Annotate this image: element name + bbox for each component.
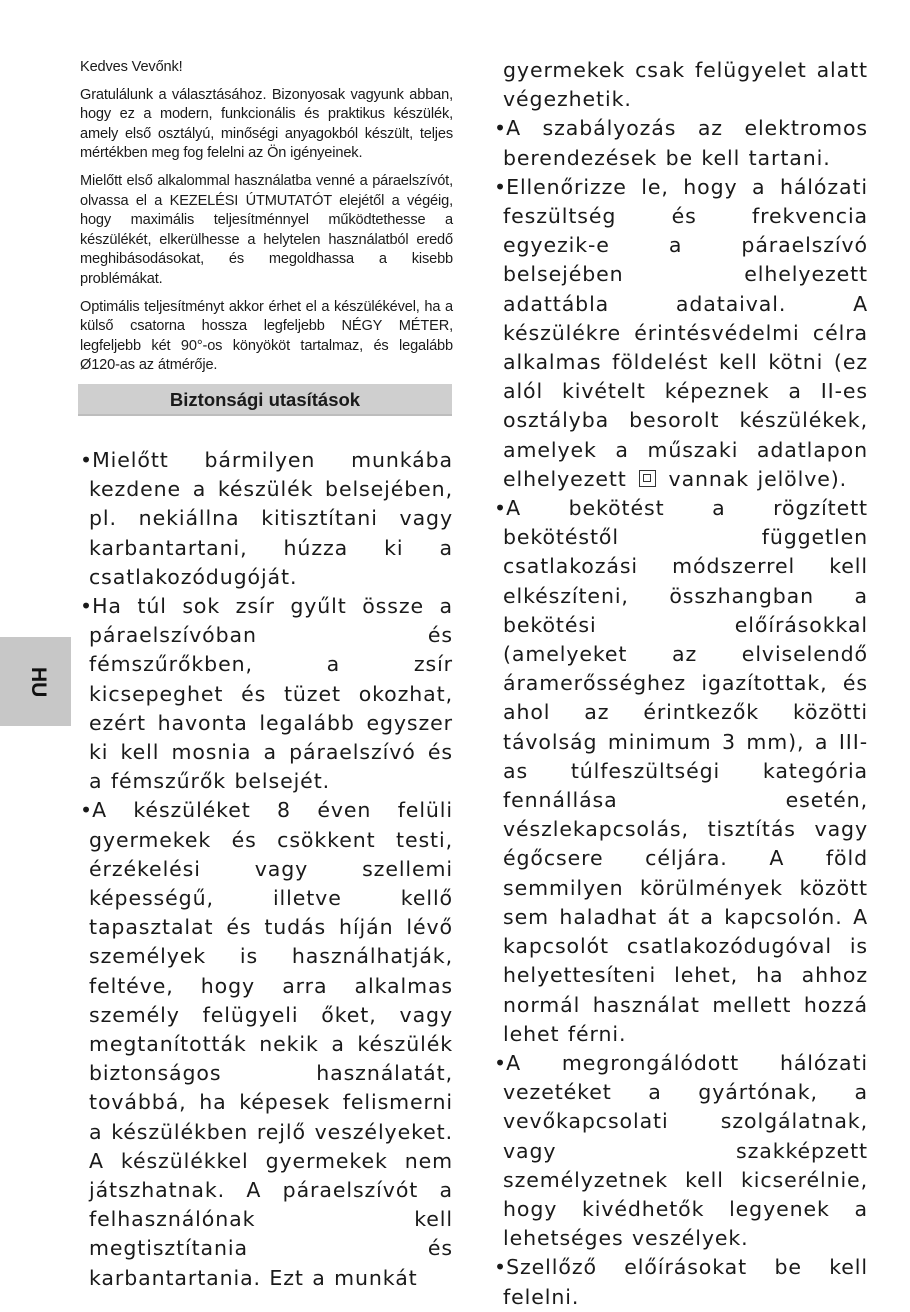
list-item: •A készüléket 8 éven felüli gyermekek és csökkent testi, érzékelési vagy szellemi képességű, illetve kellő tapasztalat és tudás híján lévő személyek is használhatják, feltéve, hogy arra alkalmas személy felügyeli őket, vagy megtanították nekik a készülék biztonságos használatát, továbbá, ha képesek felismerni a készülékben rejlő veszélyeket. A készülékkel gyermekek nem játszhatnak. A páraelszívót a felhasználónak kell megtisztítania és karbantartania. Ezt a munkát xyxy=(80,798,453,1290)
intro-paragraph: Mielőtt első alkalommal használatba venné a páraelszívót, olvassa el a KEZELÉSI ÚTMUTATÓT elejétől a végéig, hogy maximális teljesítménnyel működtethesse a készülékét, elkerülhesse a helytelen használatból eredő meghibásodásokat, és megoldhassa a kisebb problémákat. xyxy=(80,172,453,287)
bullet-dot: • xyxy=(494,496,507,521)
bullet-dot: • xyxy=(80,798,93,823)
list-item: •Szellőző előírásokat be kell felelni. xyxy=(494,1255,868,1309)
bullet-dot: • xyxy=(80,447,93,472)
bullet-dot: • xyxy=(494,116,507,141)
left-column xyxy=(80,58,453,1293)
language-tab xyxy=(0,637,71,726)
safety-list-right xyxy=(494,114,868,1311)
list-item: •Mielőtt bármilyen munkába kezdene a készülék belsejében, pl. nekiállna kitisztítani vagy karbantartani, húzza ki a csatlakozódugóját. xyxy=(80,447,453,589)
list-item: •A szabályozás az elektromos berendezések be kell tartani. xyxy=(494,116,868,170)
safety-list-left xyxy=(80,446,453,1293)
bullet-dot: • xyxy=(80,593,93,618)
list-item: •Ha túl sok zsír gyűlt össze a páraelszívóban és fémszűrőkben, a zsír kicsepeghet és tüzet okozhat, ezért havonta legalább egyszer ki kell mosnia a páraelszívó és a fémszűrők belsejét. xyxy=(80,593,453,794)
list-item: •A bekötést a rögzített bekötéstől független csatlakozási módszerrel kell elkészíteni, összhangban a bekötési előírásokkal (amelyeket az elviselendő áramerősséghez igazítottak, és ahol az érintkezők közötti távolság minimum 3 mm), a III-as túlfeszültségi kategória fennállása esetén, vészlekapcsolás, tisztítás vagy égőcsere céljára. A föld semmilyen körülmények között sem haladhat át a kapcsolón. A kapcsolót csatlakozódugóval is helyettesíteni lehet, ha ahhoz normál használat mellett hozzá lehet férni. xyxy=(494,496,868,1046)
list-continuation: gyermekek csak felügyelet alatt végezhetik. xyxy=(503,58,868,112)
bullet-dot: • xyxy=(494,174,507,199)
double-square-icon xyxy=(639,470,656,487)
bullet-dot: • xyxy=(494,1255,507,1280)
language-tab-label: HU xyxy=(27,667,50,698)
bullet-dot: • xyxy=(494,1050,507,1075)
intro-paragraph: Optimális teljesítményt akkor érhet el a készülékével, ha a külső csatorna hossza legfeljebb NÉGY MÉTER, legfeljebb két 90°-os könyököt tartalmaz, és legalább Ø120-as az átmérője. xyxy=(80,298,453,374)
safety-heading xyxy=(78,384,452,416)
safety-heading-text: Biztonsági utasítások xyxy=(169,388,361,410)
list-item: •A megrongálódott hálózati vezetéket a gyártónak, a vevőkapcsolati szolgálatnak, vagy szakképzett személyzetnek kell kicserélnie, hogy kivédhetők legyenek a lehetséges veszélyek. xyxy=(494,1050,868,1251)
greeting: Kedves Vevőnk! xyxy=(80,59,183,75)
right-column xyxy=(494,56,868,1312)
intro-paragraph: Gratulálunk a választásához. Bizonyosak vagyunk abban, hogy ez a modern, funkcionális és praktikus készülék, amely első osztályú, minőségi anyagokból készült, teljes mértékben meg fog felelni az Ön igényeinek. xyxy=(80,86,453,162)
list-item: •Ellenőrizze le, hogy a hálózati feszültség és frekvencia egyezik-e a páraelszívó belsejében elhelyezett adattábla adataival. A készülékre érintésvédelmi célra alkalmas földelést kell kötni (ez alól kivételt képeznek a II-es osztályba besorolt készülékek, amelyek a műszaki adatlapon elhelyezett vannak jelölve). xyxy=(494,174,868,491)
